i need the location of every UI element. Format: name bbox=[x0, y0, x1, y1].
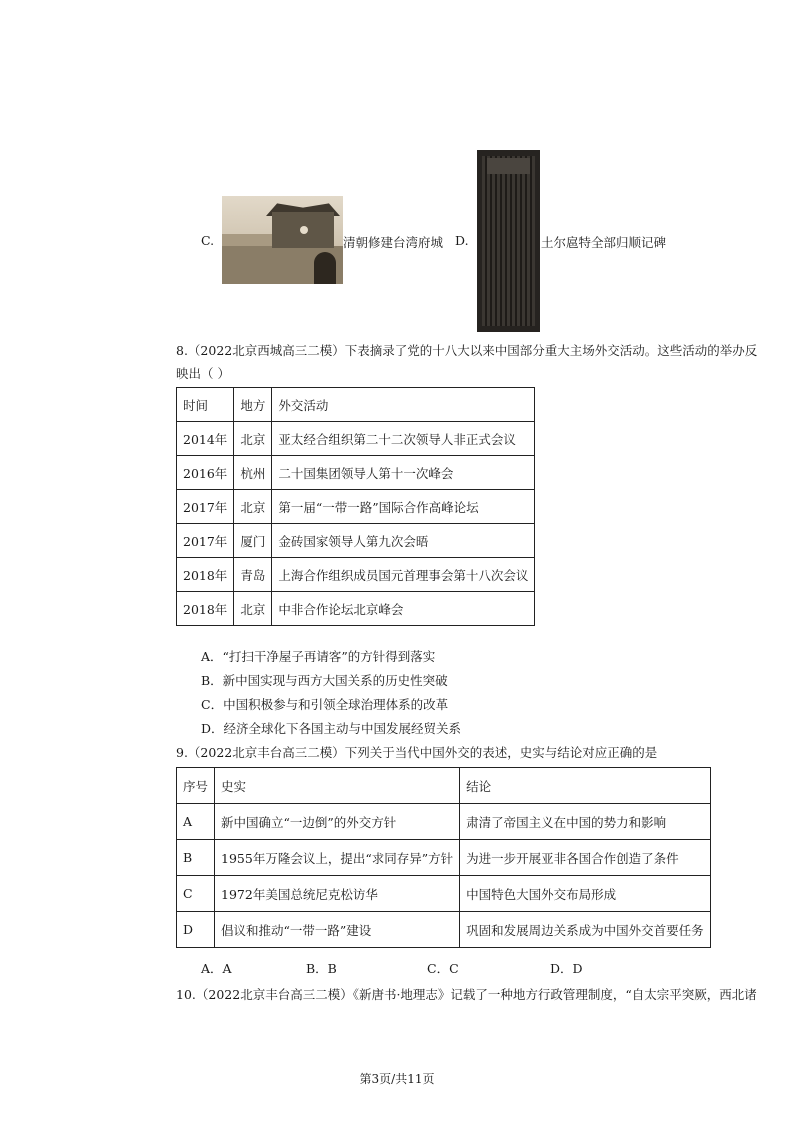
q8-option-d: D．经济全球化下各国主动与中国发展经贸关系 bbox=[201, 721, 462, 736]
table-cell: 2016年 bbox=[177, 456, 234, 490]
torghut-stele-photo bbox=[477, 150, 540, 332]
table-header-cell: 地方 bbox=[234, 388, 272, 422]
taiwan-prefecture-city-photo bbox=[222, 196, 343, 284]
q9-table bbox=[176, 767, 711, 948]
table-row bbox=[177, 524, 535, 558]
option-d-text: 土尔扈特全部归顺记碑 bbox=[541, 235, 667, 250]
table-header-row bbox=[177, 768, 711, 804]
q8-stem-line1: 8.（2022北京西城高三二模）下表摘录了党的十八大以来中国部分重大主场外交活动。这些活动的举办反 bbox=[176, 343, 758, 358]
table-row bbox=[177, 456, 535, 490]
q9-option-b: B．B bbox=[306, 961, 337, 976]
table-header-cell: 时间 bbox=[177, 388, 234, 422]
table-row bbox=[177, 876, 711, 912]
table-cell: 2018年 bbox=[177, 592, 234, 626]
table-header-row bbox=[177, 388, 535, 422]
table-cell: 亚太经合组织第二十二次领导人非正式会议 bbox=[272, 422, 535, 456]
q10-stem: 10.（2022北京丰台高三二模）《新唐书·地理志》记载了一种地方行政管理制度，“自太宗平突厥，西北诸 bbox=[176, 987, 757, 1002]
q8-stem-line2: 映出（ ） bbox=[176, 366, 230, 381]
option-c-text: 清朝修建台湾府城 bbox=[343, 235, 444, 250]
q8-table bbox=[176, 387, 535, 626]
table-cell: 中国特色大国外交布局形成 bbox=[460, 876, 711, 912]
table-cell: 1955年万隆会议上，提出“求同存异”方针 bbox=[215, 840, 460, 876]
table-cell: 2014年 bbox=[177, 422, 234, 456]
table-cell: 新中国确立“一边倒”的外交方针 bbox=[215, 804, 460, 840]
q9-stem: 9.（2022北京丰台高三二模）下列关于当代中国外交的表述，史实与结论对应正确的是 bbox=[176, 745, 658, 760]
table-cell: 北京 bbox=[234, 422, 272, 456]
table-cell: 上海合作组织成员国元首理事会第十八次会议 bbox=[272, 558, 535, 592]
table-cell: 2017年 bbox=[177, 490, 234, 524]
table-row bbox=[177, 592, 535, 626]
table-cell: 二十国集团领导人第十一次峰会 bbox=[272, 456, 535, 490]
table-row bbox=[177, 558, 535, 592]
table-cell: 杭州 bbox=[234, 456, 272, 490]
table-cell: C bbox=[177, 876, 215, 912]
table-cell: 金砖国家领导人第九次会晤 bbox=[272, 524, 535, 558]
q9-option-a: A．A bbox=[201, 961, 232, 976]
table-cell: 1972年美国总统尼克松访华 bbox=[215, 876, 460, 912]
q8-option-b: B．新中国实现与西方大国关系的历史性突破 bbox=[201, 673, 448, 688]
table-cell: D bbox=[177, 912, 215, 948]
option-d-label: D. bbox=[455, 233, 469, 248]
table-cell: 厦门 bbox=[234, 524, 272, 558]
q9-option-c: C．C bbox=[427, 961, 459, 976]
table-row bbox=[177, 840, 711, 876]
table-cell: 北京 bbox=[234, 592, 272, 626]
table-row bbox=[177, 490, 535, 524]
table-cell: B bbox=[177, 840, 215, 876]
table-header-cell: 结论 bbox=[460, 768, 711, 804]
q8-option-c: C．中国积极参与和引领全球治理体系的改革 bbox=[201, 697, 449, 712]
option-c-label: C. bbox=[201, 233, 215, 248]
table-cell: 中非合作论坛北京峰会 bbox=[272, 592, 535, 626]
table-row bbox=[177, 422, 535, 456]
table-row bbox=[177, 804, 711, 840]
table-row bbox=[177, 912, 711, 948]
table-cell: 2017年 bbox=[177, 524, 234, 558]
table-cell: 为进一步开展亚非各国合作创造了条件 bbox=[460, 840, 711, 876]
table-header-cell: 序号 bbox=[177, 768, 215, 804]
table-cell: A bbox=[177, 804, 215, 840]
table-cell: 2018年 bbox=[177, 558, 234, 592]
table-header-cell: 史实 bbox=[215, 768, 460, 804]
table-cell: 倡议和推动“一带一路”建设 bbox=[215, 912, 460, 948]
table-cell: 第一届“一带一路”国际合作高峰论坛 bbox=[272, 490, 535, 524]
page-number: 第3页/共11页 bbox=[359, 1072, 435, 1086]
q9-option-d: D．D bbox=[550, 961, 583, 976]
table-cell: 北京 bbox=[234, 490, 272, 524]
table-cell: 青岛 bbox=[234, 558, 272, 592]
q8-option-a: A．“打扫干净屋子再请客”的方针得到落实 bbox=[201, 649, 436, 664]
table-cell: 巩固和发展周边关系成为中国外交首要任务 bbox=[460, 912, 711, 948]
table-cell: 肃清了帝国主义在中国的势力和影响 bbox=[460, 804, 711, 840]
table-header-cell: 外交活动 bbox=[272, 388, 535, 422]
